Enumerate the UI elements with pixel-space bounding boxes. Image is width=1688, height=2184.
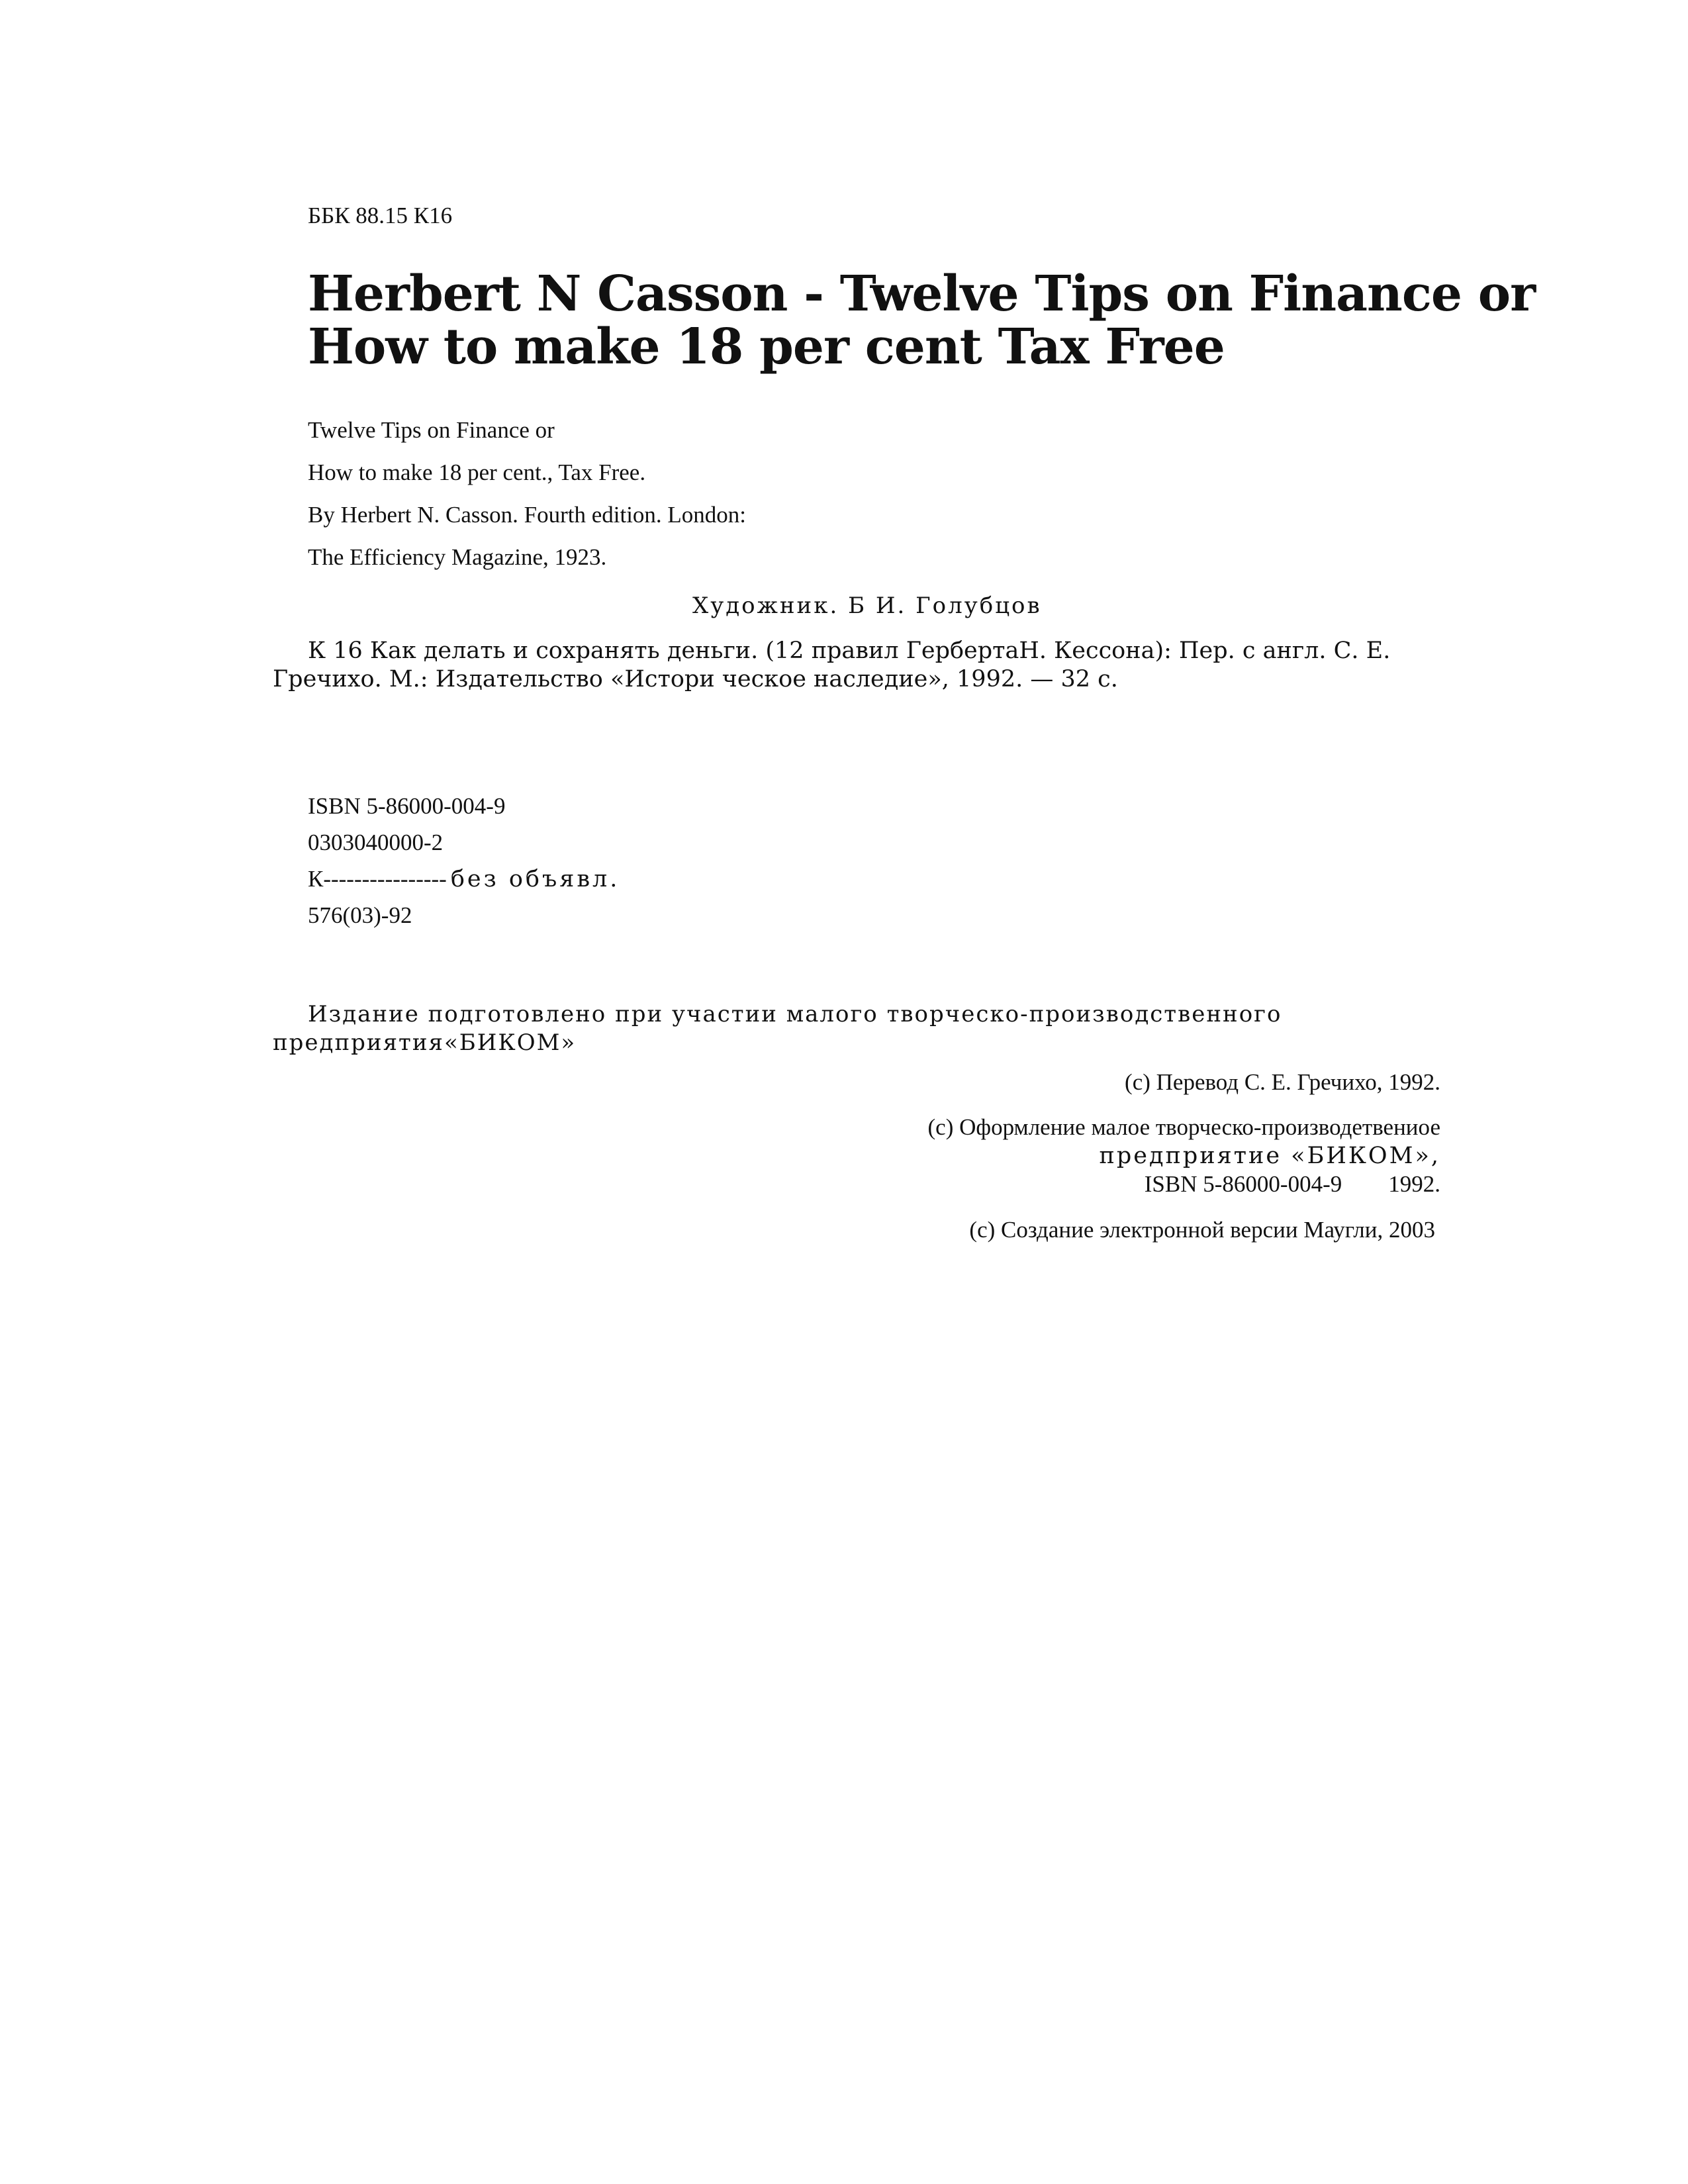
copyright-design-line-1: (с) Оформление малое творческо-производетвениое (927, 1114, 1440, 1140)
copyright-design-line-3: ISBN 5-86000-004-9 1992. (1144, 1171, 1440, 1197)
copyright-electronic: (с) Создание электронной версии Маугли, 2003 (969, 1217, 1435, 1243)
k-line-suffix: без объявл. (450, 866, 620, 892)
book-title-line-2: How to make 18 per cent Tax Free (308, 318, 1225, 375)
original-edition-line-4: The Efficiency Magazine, 1923. (308, 544, 607, 570)
order-code: 576(03)-92 (308, 902, 412, 928)
cip-record-line-2: Гречихо. М.: Издательство «Истори ческое наследие», 1992. — 32 с. (273, 666, 1118, 692)
artist-credit: Художник. Б И. Голубцов (692, 593, 1042, 619)
original-edition-line-3: By Herbert N. Casson. Fourth edition. London: (308, 502, 747, 528)
cip-record-line-1: К 16 Как делать и сохранять деньги. (12 правил ГербертаН. Кессона): Пер. с англ. С. Е. (308, 638, 1391, 664)
k-line-dashes: К---------------- (308, 866, 447, 892)
original-edition-line-1: Twelve Tips on Finance or (308, 417, 555, 443)
book-title (308, 267, 1535, 373)
publisher-note-line-1: Издание подготовлено при участии малого творческо-производственного (308, 1001, 1282, 1027)
k-line (308, 866, 620, 892)
copyright-translation: (с) Перевод С. Е. Гречихо, 1992. (1125, 1069, 1440, 1095)
copyright-design-line-2: предприятие «БИКОМ», (1099, 1143, 1440, 1169)
catalog-code: 0303040000-2 (308, 830, 444, 855)
original-edition-line-2: How to make 18 per cent., Tax Free. (308, 459, 646, 485)
bbk-code: ББК 88.15 К16 (308, 203, 453, 228)
publisher-note-line-2: предприятия«БИКОМ» (273, 1029, 577, 1056)
book-title-line-1: Herbert N Casson - Twelve Tips on Finance or (308, 265, 1536, 322)
isbn-number: ISBN 5-86000-004-9 (308, 793, 506, 819)
